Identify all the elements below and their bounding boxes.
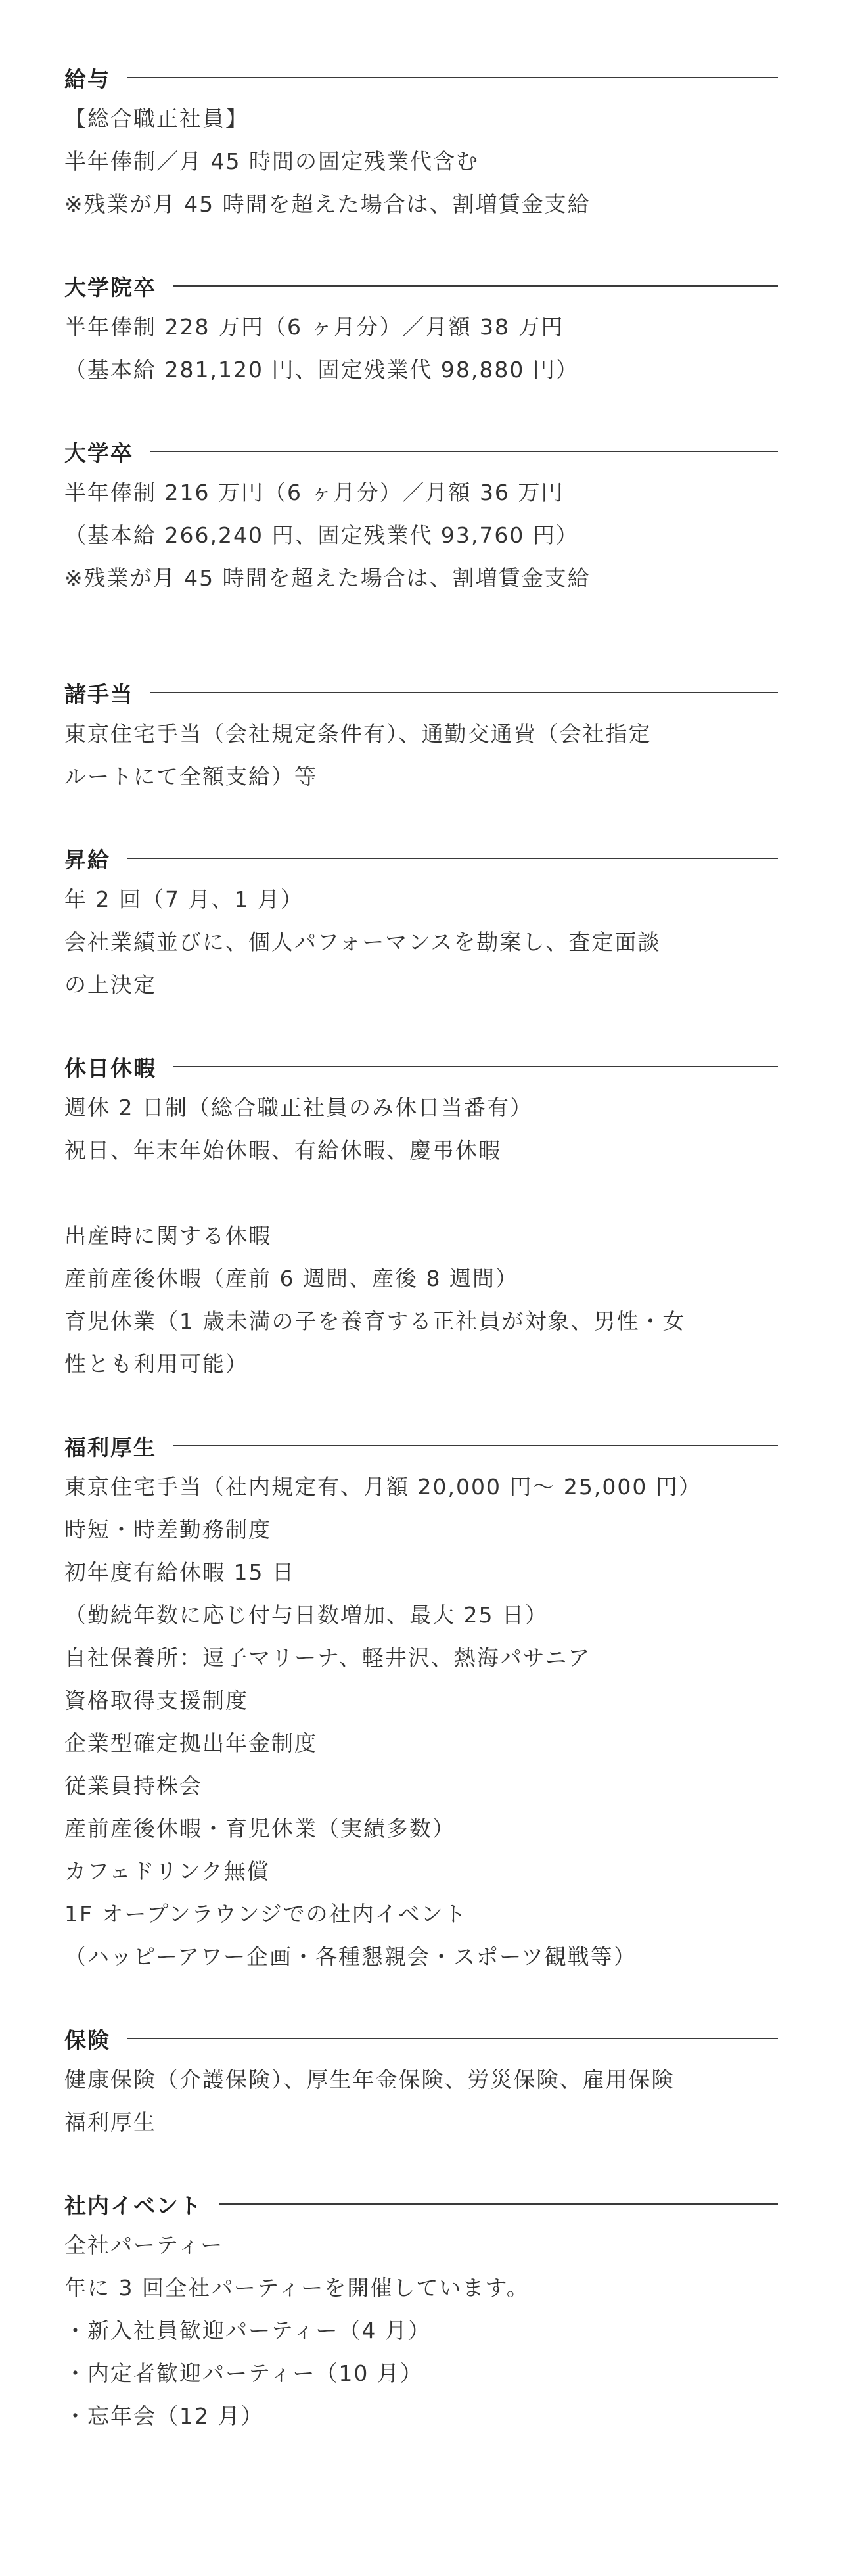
text-line: 半年俸制 228 万円（6 ヶ月分）／月額 38 万円 [64, 314, 564, 340]
text-line: 福利厚生 [64, 2109, 156, 2135]
section-heading-row [64, 2184, 778, 2224]
text-line: 週休 2 日制（総合職正社員のみ休日当番有） [64, 1095, 533, 1120]
section-title: 大学院卒 [64, 274, 156, 300]
section-heading-row [64, 266, 778, 306]
text-line: ※残業が月 45 時間を超えた場合は、割増賃金支給 [64, 565, 591, 591]
text-line: 産前産後休暇（産前 6 週間、産後 8 週間） [64, 1266, 518, 1291]
text-line: 自社保養所：逗子マリーナ、軽井沢、熱海パサニア [64, 1645, 591, 1670]
text-line: （基本給 281,120 円、固定残業代 98,880 円） [64, 357, 579, 382]
text-line: 半年俸制 216 万円（6 ヶ月分）／月額 36 万円 [64, 480, 564, 505]
section-title: 休日休暇 [64, 1055, 156, 1081]
text-line: 【総合職正社員】 [64, 106, 248, 131]
section-title: 昇給 [64, 846, 110, 873]
text-line: ※残業が月 45 時間を超えた場合は、割増賃金支給 [64, 191, 591, 217]
section-title: 諸手当 [64, 681, 133, 707]
section-pay-raise [64, 839, 778, 1006]
text-line: 健康保険（介護保険）、厚生年金保険、労災保険、雇用保険 [64, 2067, 675, 2092]
text-line: 性とも利用可能） [64, 1351, 248, 1377]
text-line: （勤続年数に応じ付与日数増加、最大 25 日） [64, 1602, 548, 1628]
text-line: の上決定 [64, 972, 156, 998]
section-title: 社内イベント [64, 2192, 202, 2219]
section-allowances [64, 673, 778, 798]
section-company-events [64, 2184, 778, 2437]
heading-rule [127, 2038, 778, 2039]
text-line: 企業型確定拠出年金制度 [64, 1730, 317, 1756]
heading-rule [173, 1445, 778, 1446]
section-welfare [64, 1426, 778, 1978]
text-line: ルートにて全額支給）等 [64, 764, 317, 789]
heading-rule [173, 1066, 778, 1067]
text-line: 時短・時差勤務制度 [64, 1517, 271, 1542]
text-line: 会社業績並びに、個人パフォーマンスを勘案し、査定面談 [64, 929, 661, 955]
heading-rule [219, 2203, 778, 2205]
section-heading-row [64, 673, 778, 712]
text-line: 育児休業（1 歳未満の子を養育する正社員が対象、男性・女 [64, 1308, 686, 1334]
text-line: 年 2 回（7 月、1 月） [64, 886, 304, 912]
section-heading-row [64, 1047, 778, 1086]
text-line: 出産時に関する休暇 [64, 1223, 271, 1249]
section-heading-row [64, 2019, 778, 2058]
blank-line [64, 1172, 778, 1214]
text-line: 年に 3 回全社パーティーを開催しています。 [64, 2275, 530, 2301]
text-line: カフェドリンク無償 [64, 1858, 270, 1884]
text-line: 全社パーティー [64, 2232, 224, 2258]
section-salary [64, 58, 778, 225]
section-insurance [64, 2019, 778, 2144]
text-line: （基本給 266,240 円、固定残業代 93,760 円） [64, 522, 579, 548]
text-line: 半年俸制／月 45 時間の固定残業代含む [64, 149, 479, 174]
section-heading-row [64, 1426, 778, 1465]
heading-rule [150, 692, 778, 693]
section-heading-row [64, 58, 778, 97]
text-line: 東京住宅手当（会社規定条件有）、通勤交通費（会社指定 [64, 721, 652, 747]
section-title: 保険 [64, 2027, 110, 2053]
section-title: 大学卒 [64, 440, 133, 466]
heading-rule [150, 451, 778, 452]
text-line: 従業員持株会 [64, 1773, 202, 1799]
section-title: 福利厚生 [64, 1434, 156, 1460]
text-line: ・忘年会（12 月） [64, 2403, 264, 2429]
section-heading-row [64, 839, 778, 878]
heading-rule [173, 285, 778, 287]
text-line: 祝日、年末年始休暇、有給休暇、慶弔休暇 [64, 1138, 501, 1163]
text-line: 東京住宅手当（社内規定有、月額 20,000 円～ 25,000 円） [64, 1474, 702, 1500]
text-line: ・新入社員歓迎パーティー（4 月） [64, 2318, 431, 2343]
section-heading-row [64, 432, 778, 471]
text-line: 1F オープンラウンジでの社内イベント [64, 1901, 467, 1927]
text-line: 産前産後休暇・育児休業（実績多数） [64, 1816, 455, 1841]
section-graduate-school [64, 266, 778, 391]
section-holidays [64, 1047, 778, 1385]
text-line: 初年度有給休暇 15 日 [64, 1559, 295, 1585]
text-line: 資格取得支援制度 [64, 1688, 248, 1713]
heading-rule [127, 858, 778, 859]
text-line: （ハッピーアワー企画・各種懇親会・スポーツ観戦等） [64, 1944, 637, 1969]
heading-rule [127, 77, 778, 78]
section-title: 給与 [64, 66, 110, 92]
text-line: ・内定者歓迎パーティー（10 月） [64, 2360, 423, 2386]
section-university [64, 432, 778, 599]
